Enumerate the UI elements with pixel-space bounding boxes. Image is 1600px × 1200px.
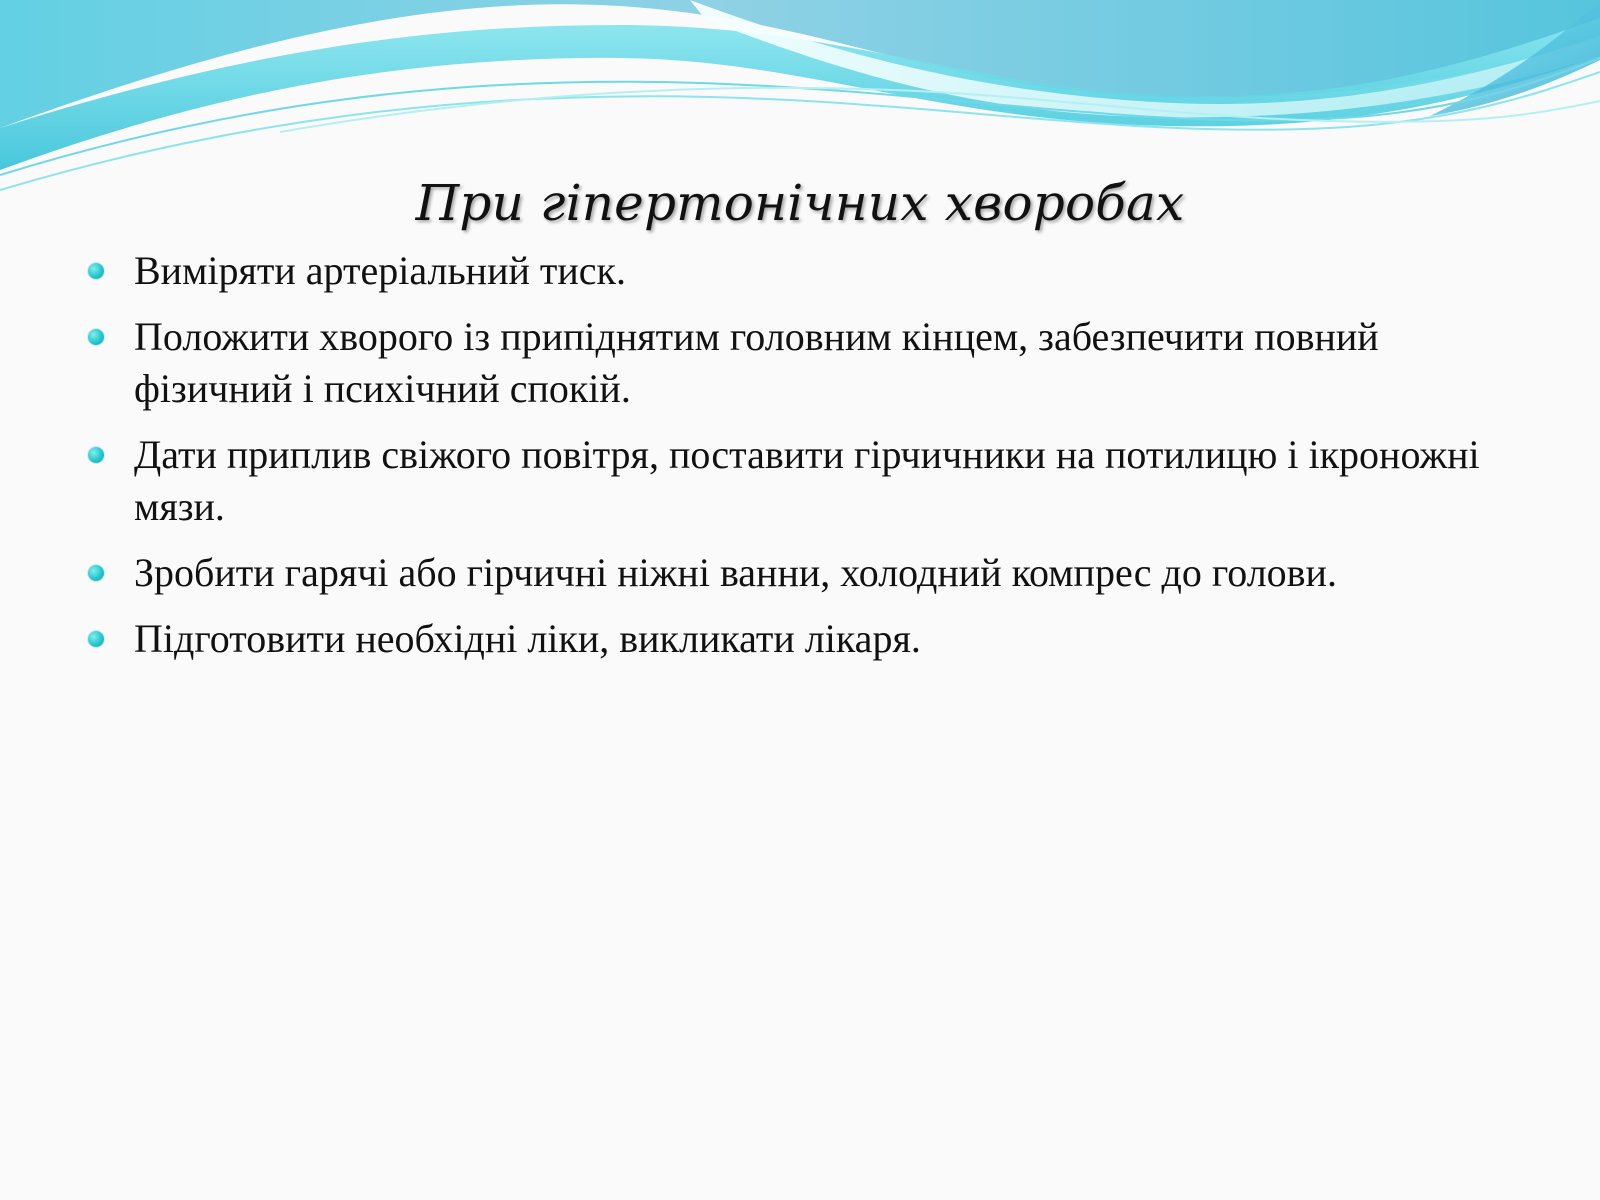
bullet-text: Положити хворого із припіднятим головним кінцем, забезпечити повний фізичний і психічний спокій.	[134, 314, 1379, 411]
slide-title: При гіпертонічних хворобах	[415, 174, 1185, 232]
bullet-text: Дати приплив свіжого повітря, поставити гірчичники на потилицю і ікроножні мязи.	[134, 432, 1480, 529]
bullet-item-3	[88, 429, 1528, 533]
bullet-text: Зробити гарячі або гірчичні ніжні ванни, холодний компрес до голови.	[134, 550, 1337, 595]
bullet-item-2	[88, 311, 1528, 415]
bullet-dot-icon	[88, 565, 104, 581]
bullet-item-4	[88, 547, 1528, 599]
bullet-dot-icon	[88, 631, 104, 647]
bullet-text: Підготовити необхідні ліки, викликати лікаря.	[134, 616, 921, 661]
bullet-dot-icon	[88, 263, 104, 279]
bullet-item-1	[88, 245, 1528, 297]
bullet-text: Виміряти артеріальний тиск.	[134, 248, 626, 293]
bullet-dot-icon	[88, 329, 104, 345]
bullet-list	[88, 245, 1528, 679]
bullet-item-5	[88, 613, 1528, 665]
bullet-dot-icon	[88, 447, 104, 463]
